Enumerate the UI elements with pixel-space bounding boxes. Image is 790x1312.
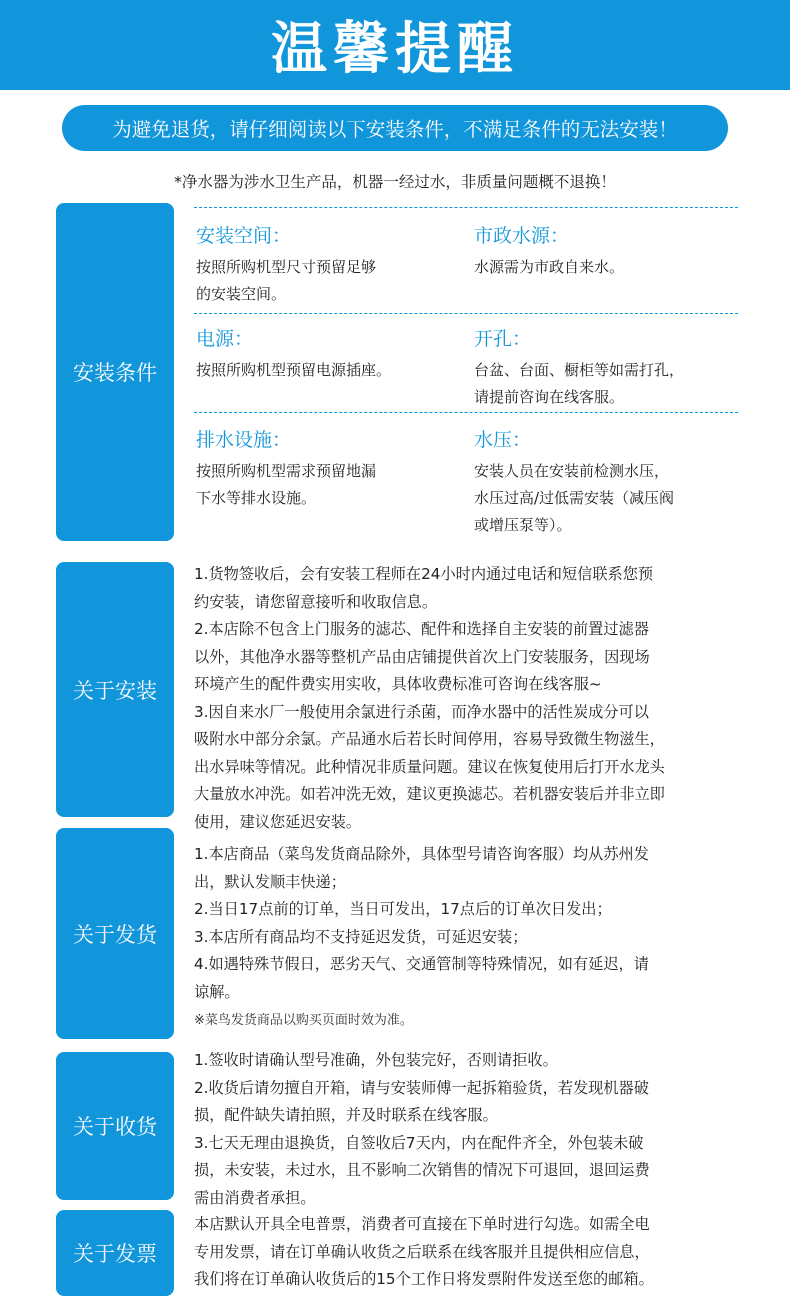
text-line: 出，默认发顺丰快递； — [194, 872, 346, 891]
text-line: 专用发票，请在订单确认收货之后联系在线客服并且提供相应信息， — [194, 1242, 650, 1261]
condition-title: 电源： — [196, 328, 254, 350]
section-text-shipping — [194, 841, 742, 1033]
section-text-installation — [194, 561, 742, 836]
condition-text — [196, 254, 446, 308]
text-line: 3.七天无理由退换货，自签收后7天内，内在配件齐全，外包装未破 — [194, 1133, 644, 1152]
text-line: 损，未安装，未过水，且不影响二次销售的情况下可退回，退回运费 — [194, 1161, 650, 1179]
condition-line: 请提前咨询在线客服。 — [474, 388, 625, 406]
notice-text: *净水器为涉水卫生产品，机器一经过水，非质量问题概不退换！ — [174, 173, 616, 191]
text-line: 2.当日17点前的订单，当日可发出，17点后的订单次日发出； — [194, 900, 612, 918]
text-line: 需由消费者承担。 — [194, 1188, 316, 1207]
text-line: 大量放水冲洗。如若冲洗无效，建议更换滤芯。若机器安装后并非立即 — [194, 785, 665, 803]
condition-title: 安装空间： — [196, 225, 292, 247]
condition-line: 下水等排水设施。 — [196, 489, 317, 507]
section-label-receiving: 关于收货 — [56, 1052, 174, 1200]
condition-water-pressure — [474, 428, 742, 539]
section-label-install-conditions: 安装条件 — [56, 203, 174, 541]
text-line: 3.因自来水厂一般使用余氯进行杀菌，而净水器中的活性炭成分可以 — [194, 702, 649, 721]
text-line: 2.本店除不包含上门服务的滤芯、配件和选择自主安装的前置过滤器 — [194, 620, 649, 638]
section-label-shipping: 关于发货 — [56, 828, 174, 1039]
condition-text — [474, 254, 724, 281]
condition-line: 按照所购机型尺寸预留足够 — [196, 258, 377, 276]
condition-drainage — [196, 428, 446, 512]
condition-text — [474, 458, 742, 539]
text-line: 约安装，请您留意接听和收取信息。 — [194, 592, 437, 611]
footnote: ※菜鸟发货商品以购买页面时效为准。 — [194, 1013, 413, 1028]
divider — [194, 313, 738, 314]
header-banner — [0, 0, 790, 90]
section-text-receiving — [194, 1047, 742, 1212]
text-line: 谅解。 — [194, 982, 240, 1001]
text-line: 环境产生的配件费实用实收，具体收费标准可咨询在线客服~ — [194, 675, 602, 693]
condition-title: 排水设施： — [196, 429, 292, 451]
text-line: 4.如遇特殊节假日，恶劣天气、交通管制等特殊情况，如有延迟，请 — [194, 955, 649, 973]
page-title: 温馨提醒 — [271, 17, 519, 82]
condition-line: 台盆、台面、橱柜等如需打孔， — [474, 361, 685, 379]
condition-line: 按照所购机型预留电源插座。 — [196, 361, 392, 379]
text-line: 出水异味等情况。此种情况非质量问题。建议在恢复使用后打开水龙头 — [194, 757, 665, 776]
text-line: 吸附水中部分余氯。产品通水后若长时间停用，容易导致微生物滋生， — [194, 730, 665, 748]
text-line: 以外，其他净水器等整机产品由店铺提供首次上门安装服务，因现场 — [194, 647, 650, 666]
condition-title: 市政水源： — [474, 225, 570, 247]
divider — [194, 412, 738, 413]
condition-title: 开孔： — [474, 328, 532, 350]
condition-title: 水压： — [474, 429, 532, 451]
condition-text — [196, 458, 446, 512]
text-line: 1.本店商品（菜鸟发货商品除外，具体型号请咨询客服）均从苏州发 — [194, 845, 649, 863]
text-line: 1.签收时请确认型号准确，外包装完好，否则请拒收。 — [194, 1051, 558, 1069]
condition-power — [196, 327, 446, 384]
condition-drilling — [474, 327, 724, 411]
text-line: 损，配件缺失请拍照，并及时联系在线客服。 — [194, 1106, 498, 1124]
condition-line: 水源需为市政自来水。 — [474, 258, 625, 276]
text-line: 本店默认开具全电普票，消费者可直接在下单时进行勾选。如需全电 — [194, 1215, 650, 1233]
text-line: 我们将在订单确认收货后的15个工作日将发票附件发送至您的邮箱。 — [194, 1270, 654, 1288]
condition-line: 的安装空间。 — [196, 285, 287, 303]
condition-water-source — [474, 224, 724, 281]
section-text-invoice — [194, 1211, 742, 1294]
section-label-installation: 关于安装 — [56, 562, 174, 817]
condition-line: 或增压泵等）。 — [474, 516, 572, 534]
condition-line: 按照所购机型需求预留地漏 — [196, 462, 377, 480]
condition-install-space — [196, 224, 446, 308]
condition-line: 安装人员在安装前检测水压， — [474, 462, 670, 480]
text-line: 使用，建议您延迟安装。 — [194, 812, 362, 831]
text-line: 2.收货后请勿擅自开箱，请与安装师傅一起拆箱验货，若发现机器破 — [194, 1078, 649, 1097]
text-line: 1.货物签收后，会有安装工程师在24小时内通过电话和短信联系您预 — [194, 565, 654, 583]
condition-line: 水压过高/过低需安装（减压阀 — [474, 489, 675, 507]
condition-text — [196, 357, 446, 384]
text-line: 3.本店所有商品均不支持延迟发货，可延迟安装； — [194, 927, 528, 946]
section-label-invoice: 关于发票 — [56, 1210, 174, 1296]
condition-text — [474, 357, 724, 411]
divider — [194, 207, 738, 208]
warning-pill: 为避免退货，请仔细阅读以下安装条件，不满足条件的无法安装！ — [62, 105, 728, 151]
